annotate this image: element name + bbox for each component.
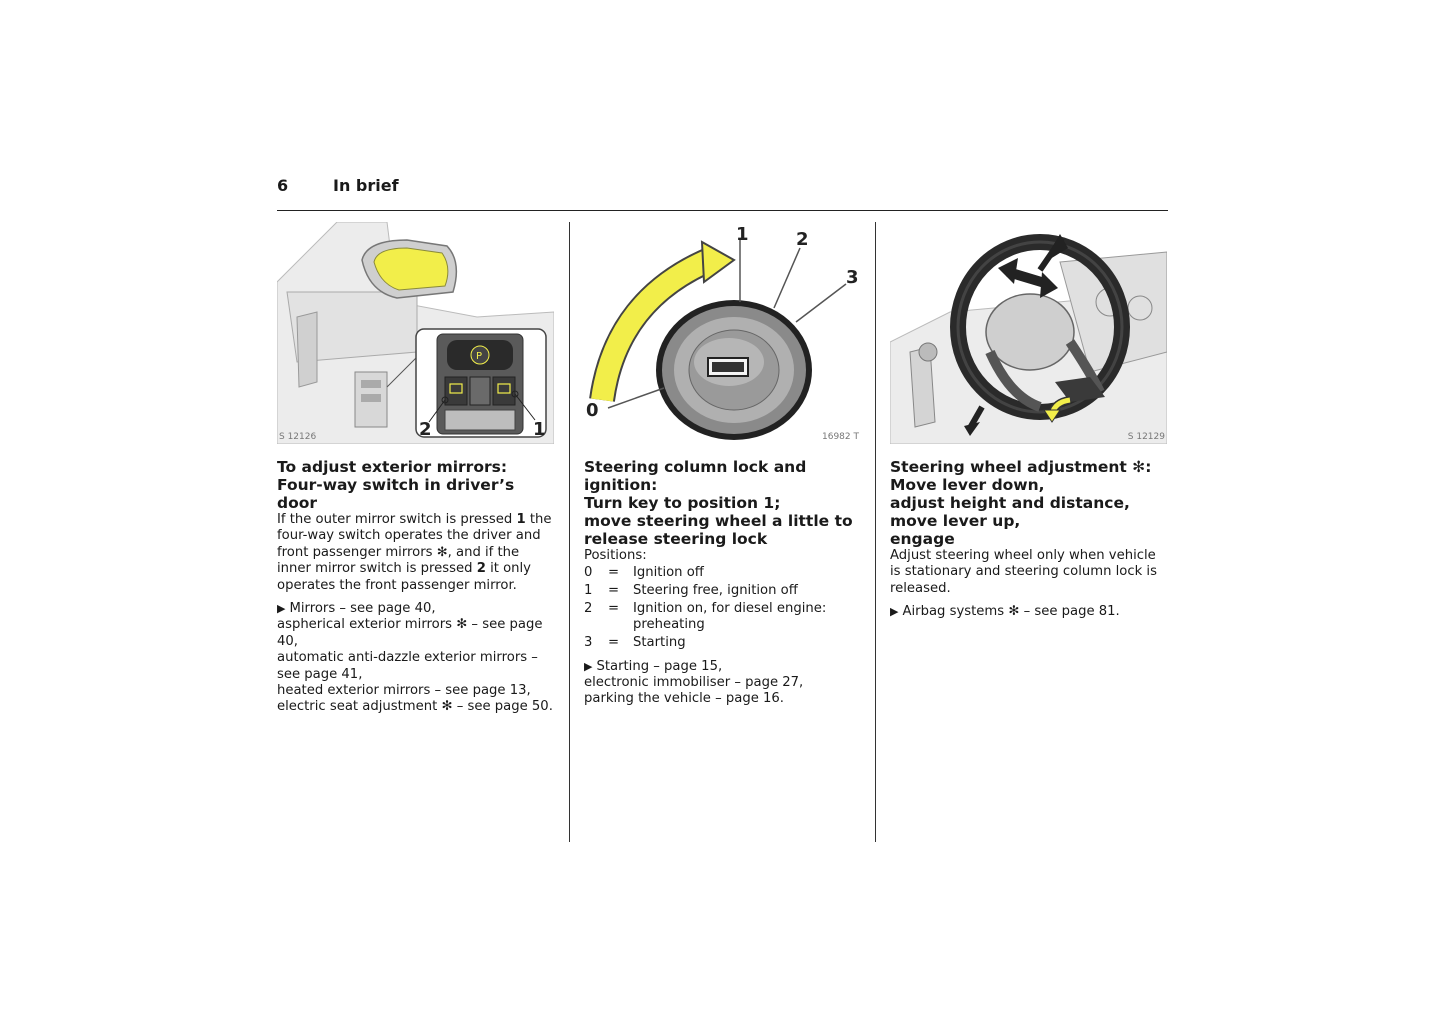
- mirror-cross-references: ▶ Mirrors – see page 40, aspherical exterior mirrors ✻ – see page 40, automatic anti-dazzle exterior mirrors – see page 41, heated exterior mirrors – see page 13, electric seat adjustment ✻ – see page 50.: [277, 601, 553, 715]
- callout-label: 1: [736, 224, 749, 245]
- mirror-switch-illustration: [277, 222, 554, 444]
- list-item: 3 = Starting: [584, 634, 686, 650]
- triangle-icon: ▶: [277, 602, 286, 616]
- ignition-heading: Steering column lock and ignition: Turn key to position 1; move steering wheel a little to release steering lock: [584, 458, 853, 548]
- callout-label: 2: [419, 419, 432, 440]
- callout-label: 2: [796, 229, 809, 250]
- positions-label: Positions:: [584, 548, 647, 563]
- page-header: [277, 176, 1168, 211]
- column-divider: [875, 222, 876, 842]
- ignition-lock-illustration: [584, 222, 861, 444]
- steering-wheel-illustration: [890, 222, 1167, 444]
- figure-code: S 12129: [1127, 432, 1165, 442]
- figure-code: S 12126: [279, 432, 317, 442]
- mirror-heading: To adjust exterior mirrors: Four-way switch in driver’s door: [277, 458, 515, 512]
- column-mirrors: [277, 222, 554, 716]
- ignition-cross-references: ▶ Starting – page 15, electronic immobiliser – page 27, parking the vehicle – page 16.: [584, 658, 804, 707]
- figure-code: 16982 T: [822, 432, 859, 442]
- section-title: In brief: [333, 176, 399, 195]
- column-divider: [569, 222, 570, 842]
- list-item: 1 = Steering free, ignition off: [584, 583, 798, 599]
- mirror-body: If the outer mirror switch is pressed 1 the four-way switch operates the driver and front passenger mirrors ✻, and if the inner mirror switch is pressed 2 it only operates the front passenger mirror.: [277, 512, 552, 593]
- triangle-icon: ▶: [890, 605, 899, 619]
- callout-label: 3: [846, 267, 859, 288]
- svg-text:P: P: [476, 351, 483, 362]
- list-item: 0 = Ignition off: [584, 565, 704, 581]
- steering-heading: Steering wheel adjustment ✻: Move lever down, adjust height and distance, move lever up, engage: [890, 458, 1152, 548]
- positions-list: [584, 564, 864, 651]
- steering-body: Adjust steering wheel only when vehicle is stationary and steering column lock is released.: [890, 548, 1157, 596]
- page-number: 6: [277, 176, 289, 195]
- triangle-icon: ▶: [584, 659, 593, 673]
- callout-label: 1: [533, 419, 546, 440]
- column-ignition: [584, 222, 864, 708]
- steering-cross-references: ▶ Airbag systems ✻ – see page 81.: [890, 604, 1120, 620]
- list-item: 2 = Ignition on, for diesel engine: preheating: [584, 601, 827, 633]
- callout-label: 0: [586, 400, 599, 421]
- column-steering-wheel: [890, 222, 1168, 621]
